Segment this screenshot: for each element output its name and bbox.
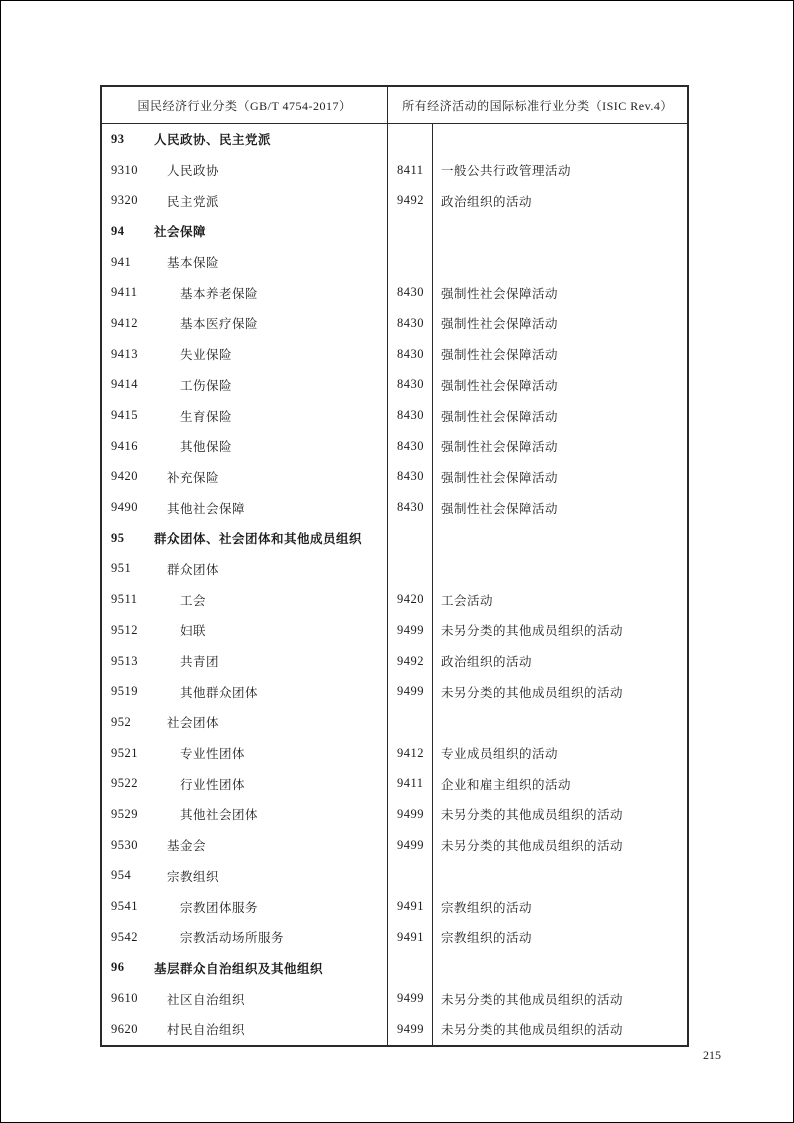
isic-code: 9491 [387,922,432,953]
isic-code: 8411 [387,155,432,186]
gbt-category-name: 社区自治组织 [167,992,246,1007]
isic-activity-name: 未另分类的其他成员组织的活动 [432,615,687,646]
table-row [102,799,687,830]
isic-activity-name [432,861,687,892]
gbt-code: 9620 [111,1021,138,1036]
table-row [102,308,687,339]
gbt-code: 9412 [111,315,138,330]
gbt-category-name: 行业性团体 [180,777,246,792]
gbt-category-name: 基本保险 [167,256,220,271]
table-row [102,554,687,585]
isic-code: 9491 [387,891,432,922]
gbt-category-name: 民主党派 [167,194,220,209]
gbt-code: 952 [111,714,132,729]
gbt-code: 9522 [111,776,138,791]
gbt-category-name: 失业保险 [180,348,233,363]
table-row [102,646,687,677]
gbt-code: 9610 [111,991,138,1006]
gbt-cell [102,983,387,1014]
gbt-category-name: 社会保障 [154,225,207,240]
gbt-code: 96 [111,960,125,975]
gbt-code: 9521 [111,745,138,760]
gbt-code: 93 [111,131,125,146]
table-row [102,707,687,738]
gbt-code: 941 [111,254,132,269]
table-row [102,339,687,370]
gbt-cell [102,155,387,186]
table-row [102,738,687,769]
table-row [102,891,687,922]
gbt-category-name: 基本医疗保险 [180,317,259,332]
table-row [102,1014,687,1045]
table-row [102,155,687,186]
isic-activity-name [432,554,687,585]
table-row [102,185,687,216]
isic-code: 9499 [387,983,432,1014]
gbt-cell [102,707,387,738]
table-row [102,584,687,615]
header-gbt-classification: 国民经济行业分类（GB/T 4754-2017） [137,98,352,113]
table-row [102,983,687,1014]
gbt-code: 94 [111,223,125,238]
table-row [102,124,687,155]
table-body [102,124,687,1045]
isic-activity-name: 宗教组织的活动 [432,922,687,953]
table-row [102,922,687,953]
gbt-category-name: 宗教组织 [167,869,220,884]
isic-activity-name: 未另分类的其他成员组织的活动 [432,1014,687,1045]
gbt-category-name: 妇联 [180,624,207,639]
isic-activity-name: 强制性社会保障活动 [432,492,687,523]
isic-activity-name: 未另分类的其他成员组织的活动 [432,676,687,707]
gbt-code: 9542 [111,929,138,944]
isic-activity-name: 强制性社会保障活动 [432,339,687,370]
isic-code: 9412 [387,738,432,769]
isic-code: 8430 [387,462,432,493]
isic-code: 9499 [387,615,432,646]
gbt-cell [102,861,387,892]
isic-code [387,247,432,278]
classification-table [100,85,689,1047]
table-row [102,861,687,892]
table-row [102,676,687,707]
gbt-cell [102,646,387,677]
gbt-category-name: 工会 [180,593,207,608]
isic-code: 8430 [387,339,432,370]
gbt-category-name: 宗教活动场所服务 [180,931,285,946]
gbt-category-name: 宗教团体服务 [180,900,259,915]
isic-code: 8430 [387,492,432,523]
isic-code: 8430 [387,400,432,431]
isic-code [387,216,432,247]
isic-activity-name: 工会活动 [432,584,687,615]
gbt-code: 9414 [111,377,138,392]
isic-activity-name [432,247,687,278]
gbt-code: 9413 [111,346,138,361]
gbt-cell [102,830,387,861]
table-row [102,462,687,493]
isic-activity-name: 强制性社会保障活动 [432,370,687,401]
isic-activity-name [432,124,687,155]
isic-activity-name: 未另分类的其他成员组织的活动 [432,983,687,1014]
isic-code: 9492 [387,646,432,677]
isic-code [387,523,432,554]
gbt-cell [102,216,387,247]
table-row [102,277,687,308]
gbt-code: 9490 [111,500,138,515]
table-row [102,216,687,247]
gbt-code: 9529 [111,806,138,821]
gbt-category-name: 基层群众自治组织及其他组织 [154,961,324,976]
gbt-code: 954 [111,868,132,883]
isic-activity-name: 强制性社会保障活动 [432,431,687,462]
gbt-code: 951 [111,561,132,576]
gbt-cell [102,953,387,984]
gbt-cell [102,1014,387,1045]
gbt-code: 9420 [111,469,138,484]
table-row [102,370,687,401]
gbt-cell [102,799,387,830]
isic-activity-name: 强制性社会保障活动 [432,308,687,339]
isic-code: 9499 [387,799,432,830]
isic-activity-name: 政治组织的活动 [432,646,687,677]
gbt-code: 9530 [111,837,138,852]
gbt-category-name: 工伤保险 [180,378,233,393]
isic-code: 8430 [387,277,432,308]
table-row [102,400,687,431]
isic-activity-name: 政治组织的活动 [432,185,687,216]
gbt-category-name: 基本养老保险 [180,286,259,301]
table-row [102,523,687,554]
isic-activity-name: 宗教组织的活动 [432,891,687,922]
table-row [102,492,687,523]
isic-code: 9420 [387,584,432,615]
isic-code [387,707,432,738]
gbt-category-name: 补充保险 [167,470,220,485]
page-number: 215 [703,1048,721,1062]
isic-activity-name: 未另分类的其他成员组织的活动 [432,799,687,830]
isic-activity-name: 专业成员组织的活动 [432,738,687,769]
gbt-code: 9541 [111,899,138,914]
isic-activity-name [432,216,687,247]
gbt-cell [102,891,387,922]
table-row [102,431,687,462]
isic-activity-name [432,707,687,738]
isic-code: 9499 [387,830,432,861]
isic-code: 8430 [387,308,432,339]
isic-code: 9499 [387,676,432,707]
isic-activity-name: 一般公共行政管理活动 [432,155,687,186]
gbt-category-name: 生育保险 [180,409,233,424]
gbt-category-name: 人民政协 [167,164,220,179]
gbt-code: 9320 [111,193,138,208]
gbt-category-name: 其他社会团体 [180,808,259,823]
isic-activity-name: 未另分类的其他成员组织的活动 [432,830,687,861]
gbt-category-name: 基金会 [167,839,207,854]
isic-code [387,124,432,155]
table-row [102,768,687,799]
isic-activity-name: 强制性社会保障活动 [432,277,687,308]
header-isic-classification: 所有经济活动的国际标准行业分类（ISIC Rev.4） [387,87,687,123]
gbt-category-name: 群众团体、社会团体和其他成员组织 [154,532,363,547]
isic-code: 8430 [387,370,432,401]
gbt-category-name: 社会团体 [167,716,220,731]
gbt-cell [102,922,387,953]
gbt-category-name: 专业性团体 [180,747,246,762]
gbt-cell [102,277,387,308]
gbt-cell [102,738,387,769]
table-row [102,953,687,984]
isic-code [387,953,432,984]
gbt-cell [102,431,387,462]
gbt-cell [102,124,387,155]
gbt-cell [102,768,387,799]
gbt-cell [102,308,387,339]
table-header-row [102,87,687,124]
gbt-code: 9512 [111,622,138,637]
isic-code [387,861,432,892]
table-row [102,830,687,861]
gbt-cell [102,676,387,707]
gbt-category-name: 其他保险 [180,440,233,455]
isic-activity-name [432,953,687,984]
gbt-cell [102,554,387,585]
gbt-category-name: 村民自治组织 [167,1023,246,1038]
gbt-cell [102,247,387,278]
gbt-cell [102,615,387,646]
gbt-cell [102,370,387,401]
gbt-cell [102,523,387,554]
isic-code: 9411 [387,768,432,799]
gbt-cell [102,462,387,493]
gbt-cell [102,492,387,523]
gbt-cell [102,185,387,216]
gbt-code: 9511 [111,592,138,607]
isic-activity-name: 强制性社会保障活动 [432,400,687,431]
isic-code [387,554,432,585]
isic-code: 9499 [387,1014,432,1045]
table-row [102,615,687,646]
gbt-code: 9415 [111,408,138,423]
gbt-code: 9519 [111,684,138,699]
gbt-category-name: 其他群众团体 [180,685,259,700]
isic-activity-name: 强制性社会保障活动 [432,462,687,493]
gbt-code: 9513 [111,653,138,668]
gbt-code: 9310 [111,162,138,177]
gbt-cell [102,400,387,431]
gbt-category-name: 群众团体 [167,562,220,577]
gbt-category-name: 人民政协、民主党派 [154,133,272,148]
isic-activity-name: 企业和雇主组织的活动 [432,768,687,799]
gbt-code: 9411 [111,285,138,300]
gbt-cell [102,339,387,370]
gbt-code: 95 [111,530,125,545]
isic-code: 9492 [387,185,432,216]
table-row [102,247,687,278]
gbt-category-name: 其他社会保障 [167,501,246,516]
gbt-code: 9416 [111,438,138,453]
isic-code: 8430 [387,431,432,462]
isic-activity-name [432,523,687,554]
gbt-cell [102,584,387,615]
gbt-category-name: 共青团 [180,655,220,670]
